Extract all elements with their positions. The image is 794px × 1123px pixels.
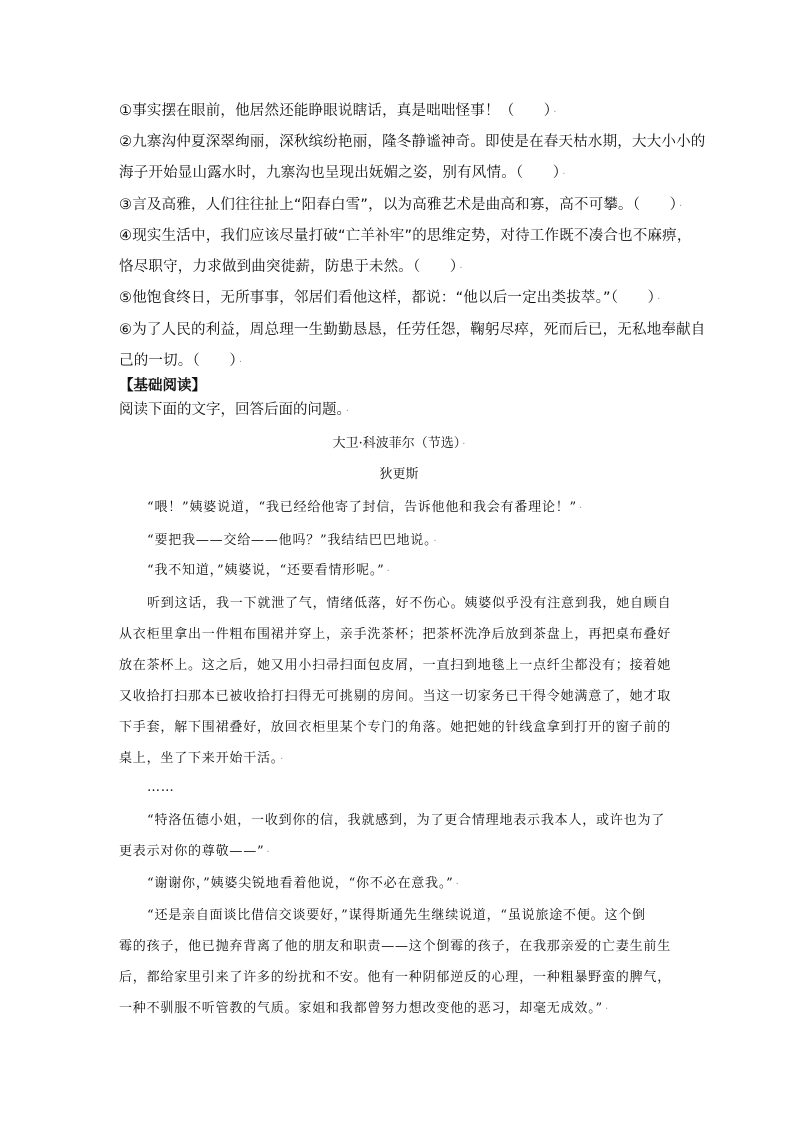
question-2-text-cont: 海子开始显山露水时，九寨沟也呈现出妩媚之姿，别有风情。（ ）: [119, 165, 561, 181]
paragraph-mark-icon: ·: [280, 754, 285, 765]
question-5-text: ⑤他饱食终日，无所事事，邻居们看他这样，都说：“他以后一定出类拔萃。”（ ）: [119, 290, 656, 306]
passage-title-text: 大卫·科波菲尔（节选）: [332, 436, 461, 451]
paragraph-mark-icon: ·: [433, 536, 438, 547]
passage-line: 下手套，解下围裙叠好，放回衣柜里某个专门的角落。她把她的针线盒拿到打开的窗子前的: [119, 720, 672, 735]
question-4-text: ④现实生活中，我们应该尽量打破“亡羊补牢”的思维定势，对待工作既不凑合也不麻痹，: [119, 228, 692, 244]
question-5: [119, 288, 679, 310]
passage-line: [119, 498, 679, 519]
question-2-text: ②九寨沟仲夏深翠绚丽，深秋缤纷艳丽，隆冬静谧神奇。即使是在春天枯水期，大大小小的: [119, 134, 706, 150]
passage-line: [119, 999, 679, 1020]
paragraph-mark-icon: ·: [657, 294, 661, 305]
passage-line-text: “我不知道，”姨婆说，“还要看情形呢。”: [147, 563, 385, 578]
question-3: [119, 195, 683, 217]
question-3-text: ③言及高雅，人们往往扯上“阳春白雪”，以为高雅艺术是曲高和寡，高不可攀。（ ）: [119, 197, 678, 213]
passage-title: [119, 434, 679, 455]
paragraph-mark-icon: ·: [604, 1004, 609, 1015]
passage-line: 霉的孩子，他已抛弃背离了他的朋友和职责——这个倒霉的孩子，在我那亲爱的亡妻生前生: [119, 939, 672, 954]
passage-line: 从衣柜里拿出一件粗布围裙并穿上，亲手洗茶杯；把茶杯洗净后放到茶盘上，再把桌布叠好: [119, 627, 672, 642]
paragraph-mark-icon: ·: [462, 439, 466, 450]
question-1-text: ①事实摆在眼前，他居然还能睁眼说瞎话，真是咄咄怪事！（ ）: [119, 103, 552, 119]
paragraph-mark-icon: ·: [266, 847, 271, 858]
passage-line-text: 更表示对你的尊敬——”: [119, 844, 265, 859]
question-6-text: ⑥为了人民的利益，周总理一生勤勤恳恳，任劳任怨，鞠躬尽瘁，死而后已，无私地奉献自: [119, 322, 706, 338]
passage-line-text: 一种不驯服不听管教的气质。家姐和我都曾努力想改变他的恶习，却毫无成效。”: [119, 1001, 603, 1016]
passage-line-text: 桌上，坐了下来开始干活。: [119, 751, 279, 766]
paragraph-mark-icon: ·: [578, 503, 583, 514]
question-4-line-1: [119, 226, 692, 246]
passage-line: [119, 842, 679, 863]
question-1: [119, 101, 679, 123]
question-4-text-cont: 恪尽职守，力求做到曲突徙薪，防患于未然。（ ）: [119, 259, 458, 275]
passage-line: [119, 874, 679, 895]
passage-ellipsis: ……: [147, 780, 175, 795]
reading-instruction: [119, 400, 349, 422]
passage-line: [119, 749, 679, 770]
passage-line: 后，都给家里引来了许多的纷扰和不安。他有一种阴郁逆反的心理，一种粗暴野蛮的脾气，: [119, 970, 672, 985]
question-2-line-1: [119, 132, 706, 152]
reading-instruction-text: 阅读下面的文字，回答后面的问题。: [119, 402, 344, 418]
passage-line-text: “喂！”姨婆说道，“我已经给他寄了封信，告诉他他和我会有番理论！”: [147, 500, 577, 515]
paragraph-mark-icon: ·: [455, 879, 460, 890]
paragraph-mark-icon: ·: [345, 406, 349, 417]
paragraph-mark-icon: ·: [553, 107, 557, 118]
question-4-line-2: [119, 257, 679, 279]
paragraph-mark-icon: ·: [679, 201, 683, 212]
paragraph-mark-icon: ·: [386, 566, 391, 577]
passage-line: “还是亲自面谈比借信交谈要好，”谋得斯通先生继续说道，“虽说旅途不便。这个倒: [147, 908, 646, 923]
passage-author: 狄更斯: [379, 467, 419, 482]
passage-line: [119, 531, 679, 552]
passage-line: 放在茶杯上。这之后，她又用小扫帚扫面包皮屑，一直扫到地毯上一点纤尘都没有；接着她: [119, 658, 672, 673]
question-2-line-2: [119, 163, 679, 185]
section-title: 【基础阅读】: [119, 378, 206, 394]
passage-line-text: “谢谢你，”姨婆尖锐地看着他说，“你不必在意我。”: [147, 876, 454, 891]
paragraph-mark-icon: ·: [459, 263, 463, 274]
question-6-line-2: [119, 351, 679, 373]
passage-line: 又收拾打扫那本已被收拾打扫得无可挑剔的房间。当这一切家务已干得令她满意了，她才取: [119, 689, 672, 704]
passage-line: “特洛伍德小姐，一收到你的信，我就感到，为了更合情理地表示我本人，或许也为了: [147, 813, 666, 828]
paragraph-mark-icon: ·: [562, 169, 566, 180]
passage-line-text: “要把我——交给——他吗？”我结结巴巴地说。: [147, 533, 432, 548]
question-6-line-1: [119, 320, 706, 340]
passage-line: 听到这话，我一下就泄了气，情绪低落，好不伤心。姨婆似乎没有注意到我，她自顾自: [147, 596, 672, 611]
paragraph-mark-icon: ·: [238, 357, 243, 368]
question-6-text-cont: 己的一切。（ ）: [119, 353, 237, 369]
passage-line: [119, 561, 679, 582]
